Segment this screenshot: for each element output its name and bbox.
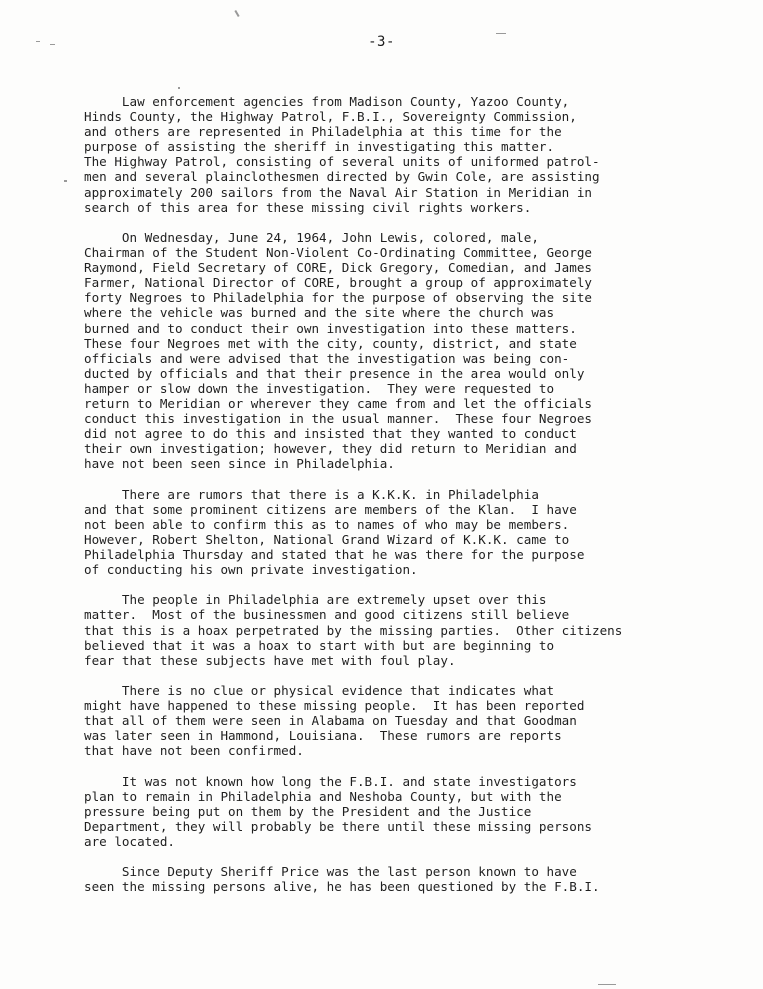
text-line: Law enforcement agencies from Madison County, Yazoo County, <box>84 94 570 109</box>
text-line: There is no clue or physical evidence that indicates what <box>84 683 555 699</box>
text-line: plan to remain in Philadelphia and Neshoba County, but with the <box>84 788 562 804</box>
text-line: and that some prominent citizens are members of the Klan. I have <box>84 501 577 517</box>
text-line: matter. Most of the businessmen and good citizens still believe <box>84 607 570 623</box>
text-line: These four Negroes met with the city, county, district, and state <box>84 335 577 351</box>
paragraph-deputy-price <box>84 864 744 894</box>
scan-speck <box>64 180 67 182</box>
scan-speck <box>178 87 180 89</box>
paragraph-no-clue <box>84 683 744 758</box>
text-line: Department, they will probably be there until these missing persons <box>84 818 592 834</box>
text-line: was later seen in Hammond, Louisiana. These rumors are reports <box>84 728 562 744</box>
text-line: Philadelphia Thursday and stated that he was there for the purpose <box>84 547 585 562</box>
text-line: The people in Philadelphia are extremely upset over this <box>84 592 547 608</box>
paragraph-investigators <box>84 774 744 849</box>
text-line: have not been seen since in Philadelphia. <box>84 456 395 472</box>
text-line: not been able to confirm this as to names of who may be members. <box>84 516 570 532</box>
scan-speck <box>234 10 239 17</box>
paragraph-agencies <box>84 94 744 215</box>
paragraph-people-upset <box>84 592 744 667</box>
text-line: search of this area for these missing civil rights workers. <box>84 199 532 215</box>
text-line: did not agree to do this and insisted that they wanted to conduct <box>84 426 577 442</box>
text-line: and others are represented in Philadelphia at this time for the <box>84 124 562 140</box>
paragraph-rumors-kkk <box>84 487 744 578</box>
text-line: Raymond, Field Secretary of CORE, Dick Gregory, Comedian, and James <box>84 260 592 276</box>
text-line: burned and to conduct their own investigation into these matters. <box>84 320 577 336</box>
text-line: ducted by officials and that their presence in the area would only <box>84 365 585 381</box>
text-line: Hinds County, the Highway Patrol, F.B.I., Sovereignty Commission, <box>84 109 577 125</box>
text-line: pressure being put on them by the President and the Justice <box>84 803 532 819</box>
text-line: are located. <box>84 834 175 850</box>
text-line: that this is a hoax perpetrated by the missing parties. Other citizens <box>84 622 623 638</box>
text-line: officials and were advised that the investigation was being con- <box>84 350 570 366</box>
text-line: might have happened to these missing people. It has been reported <box>84 698 585 714</box>
text-line: seen the missing persons alive, he has been questioned by the F.B.I. <box>84 879 600 895</box>
text-line: hamper or slow down the investigation. They were requested to <box>84 380 555 396</box>
text-line: The Highway Patrol, consisting of several units of uniformed patrol- <box>84 154 600 170</box>
text-line: that all of them were seen in Alabama on Tuesday and that Goodman <box>84 713 577 729</box>
text-line: forty Negroes to Philadelphia for the purpose of observing the site <box>84 290 592 306</box>
text-line: Farmer, National Director of CORE, brought a group of approximately <box>84 275 592 291</box>
text-line: On Wednesday, June 24, 1964, John Lewis, colored, male, <box>84 229 539 245</box>
text-line: purpose of assisting the sheriff in investigating this matter. <box>84 139 555 155</box>
text-line: approximately 200 sailors from the Naval Air Station in Meridian in <box>84 184 592 200</box>
text-line: where the vehicle was burned and the site where the church was <box>84 305 555 321</box>
text-line: believed that it was a hoax to start with but are beginning to <box>84 637 555 653</box>
text-line: Chairman of the Student Non-Violent Co-Ordinating Committee, George <box>84 245 592 261</box>
text-line: It was not known how long the F.B.I. and state investigators <box>84 773 577 789</box>
text-line: men and several plainclothesmen directed by Gwin Cole, are assisting <box>84 169 600 185</box>
text-line: fear that these subjects have met with foul play. <box>84 652 456 668</box>
document-body <box>84 94 744 910</box>
text-line: their own investigation; however, they did return to Meridian and <box>84 441 577 457</box>
page-number: -3- <box>368 34 395 50</box>
text-line: However, Robert Shelton, National Grand Wizard of K.K.K. came to <box>84 531 570 547</box>
text-line: conduct this investigation in the usual manner. These four Negroes <box>84 411 592 427</box>
text-line: that have not been confirmed. <box>84 743 304 759</box>
text-line: There are rumors that there is a K.K.K. in Philadelphia <box>84 486 539 502</box>
text-line: Since Deputy Sheriff Price was the last person known to have <box>84 864 577 880</box>
text-line: return to Meridian or wherever they came from and let the officials <box>84 395 592 411</box>
scan-speck <box>598 984 616 985</box>
paragraph-wednesday <box>84 230 744 472</box>
text-line: of conducting his own private investigation. <box>84 562 418 578</box>
